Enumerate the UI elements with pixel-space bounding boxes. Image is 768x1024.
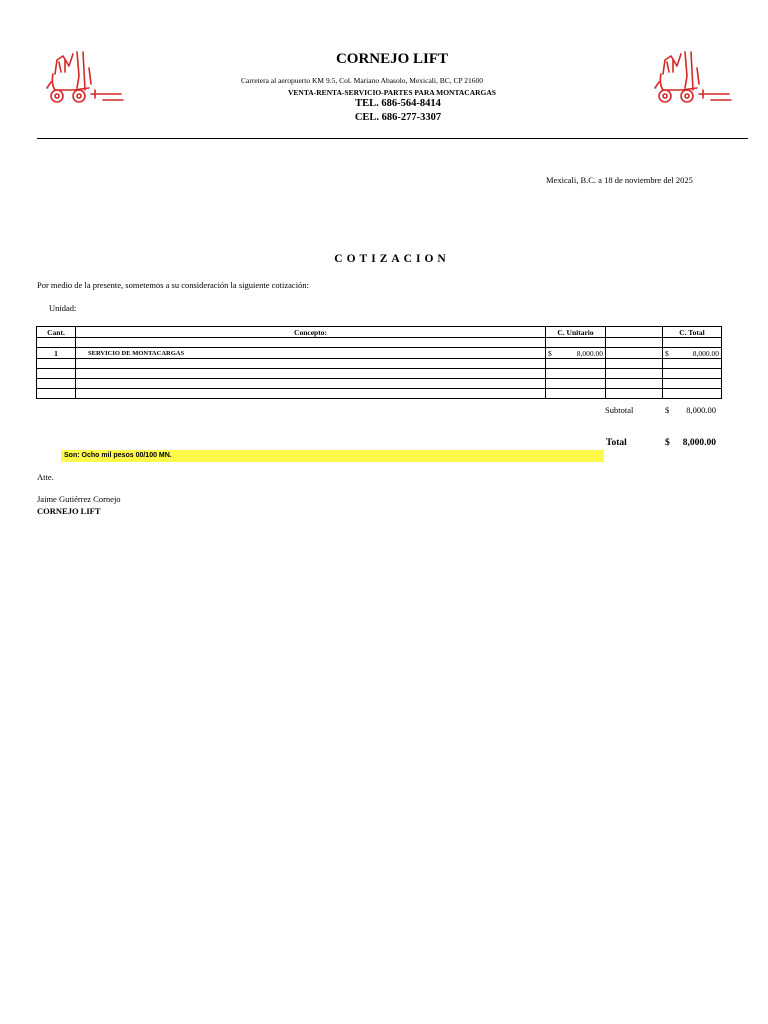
row-concept: SERVICIO DE MONTACARGAS (76, 348, 546, 359)
table-header-row (37, 327, 722, 338)
table-row (37, 359, 722, 369)
row-qty: 1 (37, 348, 76, 359)
company-services: VENTA-RENTA-SERVICIO-PARTES PARA MONTACARGAS (288, 88, 496, 97)
header-spacer (606, 327, 663, 338)
place-date: Mexicali, B.C. a 18 de noviembre del 2025 (546, 175, 693, 185)
table-row (37, 348, 722, 359)
company-address: Carretera al aeropuerto KM 9.5, Col. Mariano Abasolo, Mexicali, BC, CP 21600 (241, 76, 483, 85)
document-title: COTIZACION (334, 253, 450, 265)
company-name: CORNEJO LIFT (335, 51, 449, 67)
signer-company: CORNEJO LIFT (37, 506, 101, 516)
amount-in-words: Son: Ocho mil pesos 00/100 MN. (61, 450, 604, 462)
table-row (37, 369, 722, 379)
company-cellphone: CEL. 686-277-3307 (354, 112, 442, 123)
table-row (37, 379, 722, 389)
header-unit-price: C. Unitario (546, 327, 606, 338)
total-label: Total (606, 438, 627, 448)
table-row (37, 338, 722, 348)
header-total: C. Total (663, 327, 722, 338)
subtotal-label: Subtotal (605, 405, 634, 415)
unit-label: Unidad: (49, 303, 77, 313)
closing: Atte. (37, 472, 54, 482)
quote-table (36, 326, 722, 399)
intro-text: Por medio de la presente, sometemos a su consideración la siguiente cotización: (37, 280, 309, 290)
header-qty: Cant. (37, 327, 76, 338)
header-concept: Concepto: (76, 327, 546, 338)
subtotal-value: $ 8,000.00 (665, 405, 716, 415)
table-row (37, 389, 722, 399)
total-value: $ 8,000.00 (665, 438, 716, 448)
row-total: $ 8,000.00 (663, 348, 722, 359)
company-phone: TEL. 686-564-8414 (355, 98, 441, 109)
signer-name: Jaime Gutiérrez Cornejo (37, 494, 121, 504)
header-divider (37, 138, 748, 139)
row-unit-price: $ 8,000.00 (546, 348, 606, 359)
